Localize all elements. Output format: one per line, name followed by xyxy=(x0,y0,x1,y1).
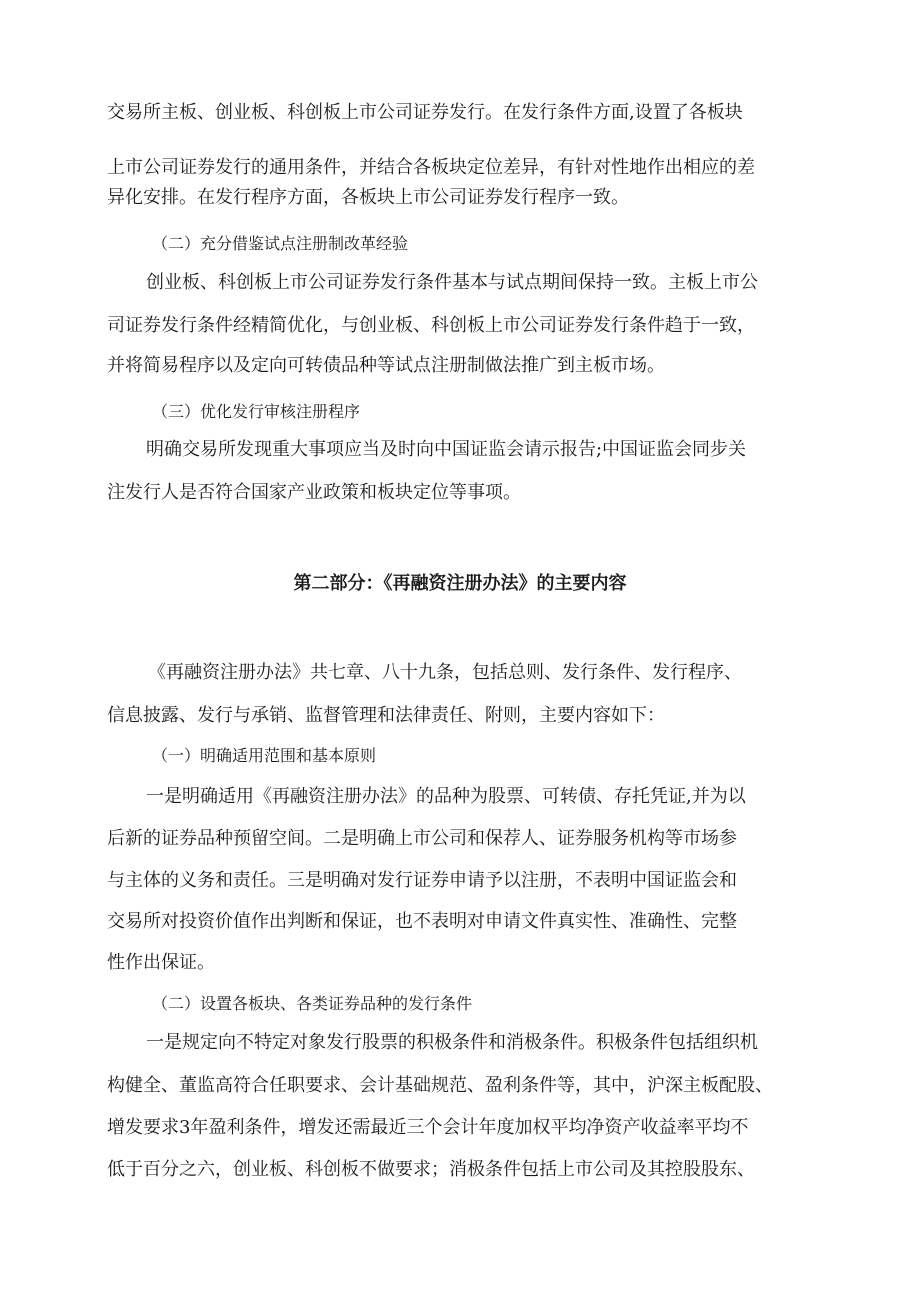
section-heading: （三）优化发行审核注册程序 xyxy=(152,402,361,421)
paragraph-line: 并将简易程序以及定向可转债品种等试点注册制做法推广到主板市场。 xyxy=(107,355,665,376)
paragraph-line: 注发行人是否符合国家产业政策和板块定位等事项。 xyxy=(107,482,521,503)
paragraph-line: 性作出保证。 xyxy=(107,952,215,973)
section-heading: （二）设置各板块、各类证券品种的发行条件 xyxy=(152,994,473,1013)
paragraph-line: 后新的证券品种预留空间。二是明确上市公司和保荐人、证券服务机构等市场参 xyxy=(107,828,737,849)
paragraph-line: 司证券发行条件经精简优化，与创业板、科创板上市公司证券发行条件趋于一致， xyxy=(107,315,755,336)
paragraph-line: 构健全、董监高符合任职要求、会计基础规范、盈利条件等，其中，沪深主板配股、 xyxy=(107,1075,773,1096)
paragraph-line: 信息披露、发行与承销、监督管理和法律责任、附则，主要内容如下： xyxy=(107,705,665,726)
paragraph-line: 明确交易所发现重大事项应当及时向中国证监会请示报告;中国证监会同步关 xyxy=(146,439,747,460)
paragraph-line: 交易所主板、创业板、科创板上市公司证券发行。在发行条件方面,设置了各板块 xyxy=(107,102,743,123)
section-heading: （二）充分借鉴试点注册制改革经验 xyxy=(152,234,409,253)
paragraph-line: 《再融资注册办法》共七章、八十九条，包括总则、发行条件、发行程序、 xyxy=(148,662,742,683)
paragraph-line: 一是规定向不特定对象发行股票的积极条件和消极条件。积极条件包括组织机 xyxy=(146,1032,758,1053)
paragraph-line: 与主体的义务和责任。三是明确对发行证券申请予以注册，不表明中国证监会和 xyxy=(107,870,737,891)
section-heading: （一）明确适用范围和基本原则 xyxy=(152,746,377,765)
paragraph-line: 创业板、科创板上市公司证券发行条件基本与试点期间保持一致。主板上市公 xyxy=(146,272,758,293)
paragraph-line: 增发要求3年盈利条件，增发还需最近三个会计年度加权平均净资产收益率平均不 xyxy=(107,1117,749,1138)
paragraph-line: 交易所对投资价值作出判断和保证，也不表明对申请文件真实性、准确性、完整 xyxy=(107,911,737,932)
paragraph-line: 一是明确适用《再融资注册办法》的品种为股票、可转债、存托凭证,并为以 xyxy=(146,786,746,807)
part-two-title: 第二部分：《再融资注册办法》的主要内容 xyxy=(293,573,627,594)
paragraph-line: 上市公司证券发行的通用条件，并结合各板块定位差异，有针对性地作出相应的差 xyxy=(107,157,755,178)
paragraph-line: 低于百分之六，创业板、科创板不做要求；消极条件包括上市公司及其控股股东、 xyxy=(107,1159,755,1180)
paragraph-line: 异化安排。在发行程序方面，各板块上市公司证券发行程序一致。 xyxy=(107,187,629,208)
